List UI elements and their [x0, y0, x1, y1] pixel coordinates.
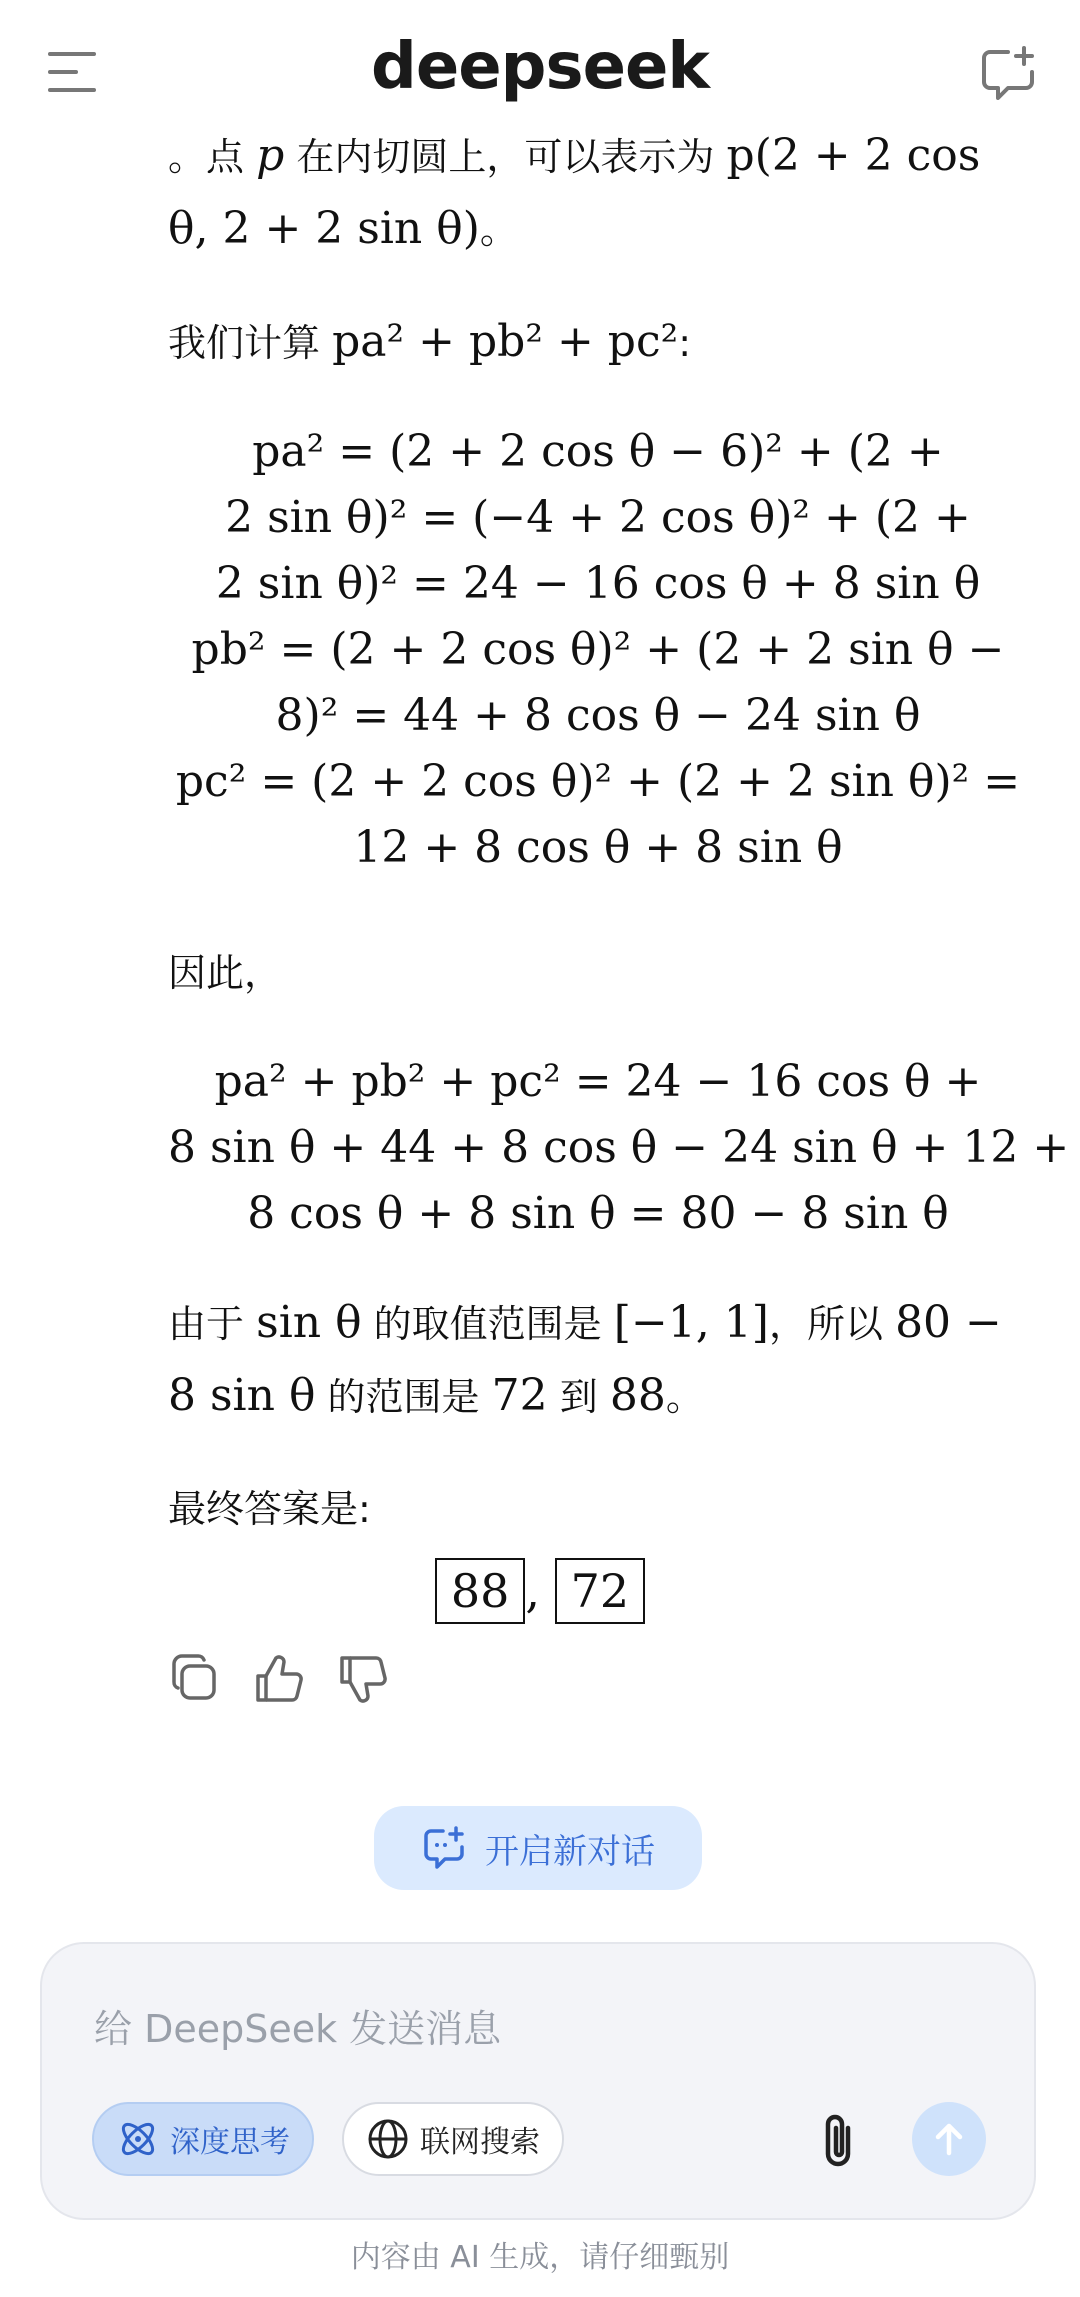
paragraph-range	[168, 1287, 1028, 1433]
math-expression: [−1, 1]	[613, 1297, 769, 1348]
new-chat-label: 开启新对话	[485, 1831, 655, 1872]
math-number: 88	[609, 1370, 666, 1421]
text: 。	[479, 208, 518, 252]
math-expression: sin θ	[256, 1297, 362, 1348]
web-search-label: 联网搜索	[420, 2125, 540, 2160]
globe-icon	[366, 2117, 410, 2161]
message-input[interactable]: 给 DeepSeek 发送消息	[94, 2007, 502, 2051]
display-equation-2	[168, 1049, 1070, 1247]
new-chat-icon	[421, 1825, 467, 1871]
thumbs-down-icon[interactable]	[336, 1652, 390, 1706]
text: 。	[665, 1375, 704, 1419]
math-number: 72	[491, 1370, 548, 1421]
deep-think-toggle[interactable]	[92, 2102, 314, 2176]
math-expression: 8 sin θ	[168, 1370, 316, 1421]
equation-line: 12 + 8 cos θ + 8 sin θ	[353, 822, 843, 873]
text: ，所以	[768, 1302, 883, 1346]
new-chat-button[interactable]	[374, 1806, 702, 1890]
equation-line: 8 sin θ + 44 + 8 cos θ − 24 sin θ + 12 +	[168, 1122, 1070, 1173]
send-button[interactable]	[912, 2102, 986, 2176]
thumbs-up-icon[interactable]	[252, 1652, 306, 1706]
math-expression: pa² + pb² + pc²	[332, 316, 679, 367]
ai-disclaimer: 内容由 AI 生成，请仔细甄别	[350, 2240, 730, 2275]
answer-box-max: 88	[435, 1558, 526, 1624]
math-expression: 80 −	[895, 1297, 1002, 1348]
paragraph-point	[168, 120, 1028, 266]
equation-line: pa² = (2 + 2 cos θ − 6)² + (2 +	[252, 426, 944, 477]
equation-line: 8 cos θ + 8 sin θ = 80 − 8 sin θ	[247, 1188, 949, 1239]
deepseek-logo: deepseek	[371, 30, 709, 104]
chat-input-card	[40, 1942, 1036, 2220]
equation-line: pa² + pb² + pc² = 24 − 16 cos θ +	[214, 1056, 982, 1107]
arrow-up-icon	[929, 2119, 969, 2159]
text: 到	[559, 1375, 598, 1419]
deep-think-label: 深度思考	[170, 2125, 290, 2160]
text: :	[678, 321, 692, 365]
atom-icon	[116, 2117, 160, 2161]
paragraph-compute	[168, 306, 1028, 379]
equation-line: 2 sin θ)² = 24 − 16 cos θ + 8 sin θ	[215, 558, 981, 609]
math-expression: p(2 + 2 cos θ, 2 + 2 sin θ)	[168, 130, 981, 254]
text: 的取值范围是	[373, 1302, 602, 1346]
paragraph-final: 最终答案是:	[168, 1487, 371, 1531]
text: 。点	[168, 135, 245, 179]
math-var: p	[256, 130, 285, 181]
answer-separator: ,	[525, 1564, 540, 1618]
answer-box-min: 72	[555, 1558, 646, 1624]
text: 由于	[168, 1302, 245, 1346]
text: 我们计算	[168, 321, 321, 365]
equation-line: pb² = (2 + 2 cos θ)² + (2 + 2 sin θ −	[191, 624, 1005, 675]
paperclip-icon[interactable]	[812, 2110, 868, 2170]
text: 在内切圆上，可以表示为	[296, 135, 715, 179]
equation-line: pc² = (2 + 2 cos θ)² + (2 + 2 sin θ)² =	[175, 756, 1021, 807]
text: 的范围是	[327, 1375, 480, 1419]
equation-line: 8)² = 44 + 8 cos θ − 24 sin θ	[275, 690, 921, 741]
web-search-toggle[interactable]	[342, 2102, 564, 2176]
final-answer	[0, 1558, 1080, 1624]
message-content	[168, 120, 1070, 1545]
paragraph-therefore: 因此，	[168, 951, 283, 995]
new-chat-icon[interactable]	[978, 44, 1038, 104]
equation-line: 2 sin θ)² = (−4 + 2 cos θ)² + (2 +	[225, 492, 971, 543]
copy-icon[interactable]	[168, 1652, 222, 1706]
display-equation-1	[168, 419, 1028, 881]
top-bar	[0, 0, 1080, 140]
